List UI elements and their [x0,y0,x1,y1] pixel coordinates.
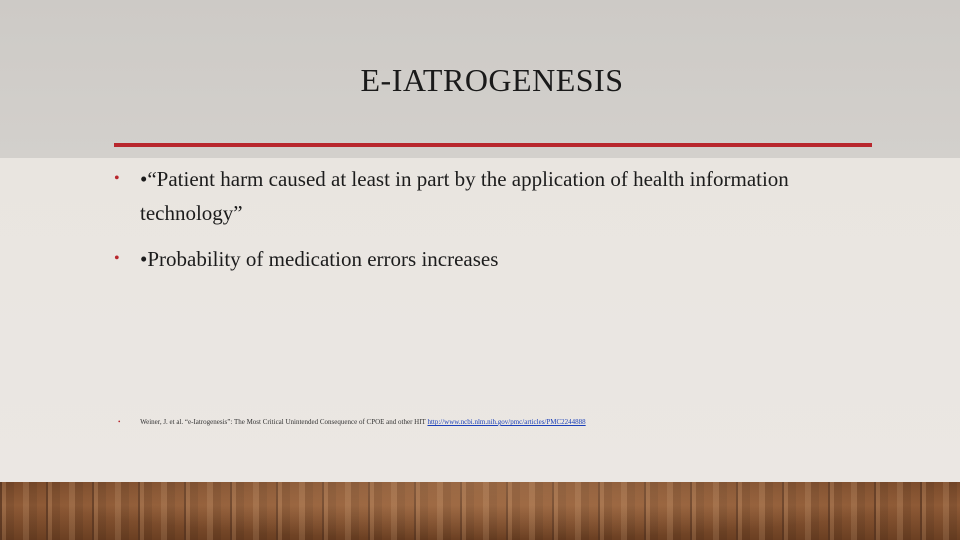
floor-light-overlay [0,482,960,540]
title-underline [114,143,872,147]
reference-text: Weiner, J. et al. “e-Iatrogenesis”: The Most Critical Unintended Consequence of CPOE and other HIT [140,418,428,426]
bullet-marker: • [114,250,120,267]
slide-title: E-IATROGENESIS [360,62,624,98]
bullet-item [114,242,794,276]
reference-link[interactable]: http://www.ncbi.nlm.nih.gov/pmc/articles/PMC2244888 [427,418,586,426]
bullet-text: •“Patient harm caused at least in part by the application of health information technology” [140,167,789,225]
reference-marker: • [118,418,121,426]
bullet-text: •Probability of medication errors increases [140,247,499,271]
bullet-marker: • [114,170,120,187]
bullet-item [114,162,794,230]
reference-citation [118,418,586,426]
